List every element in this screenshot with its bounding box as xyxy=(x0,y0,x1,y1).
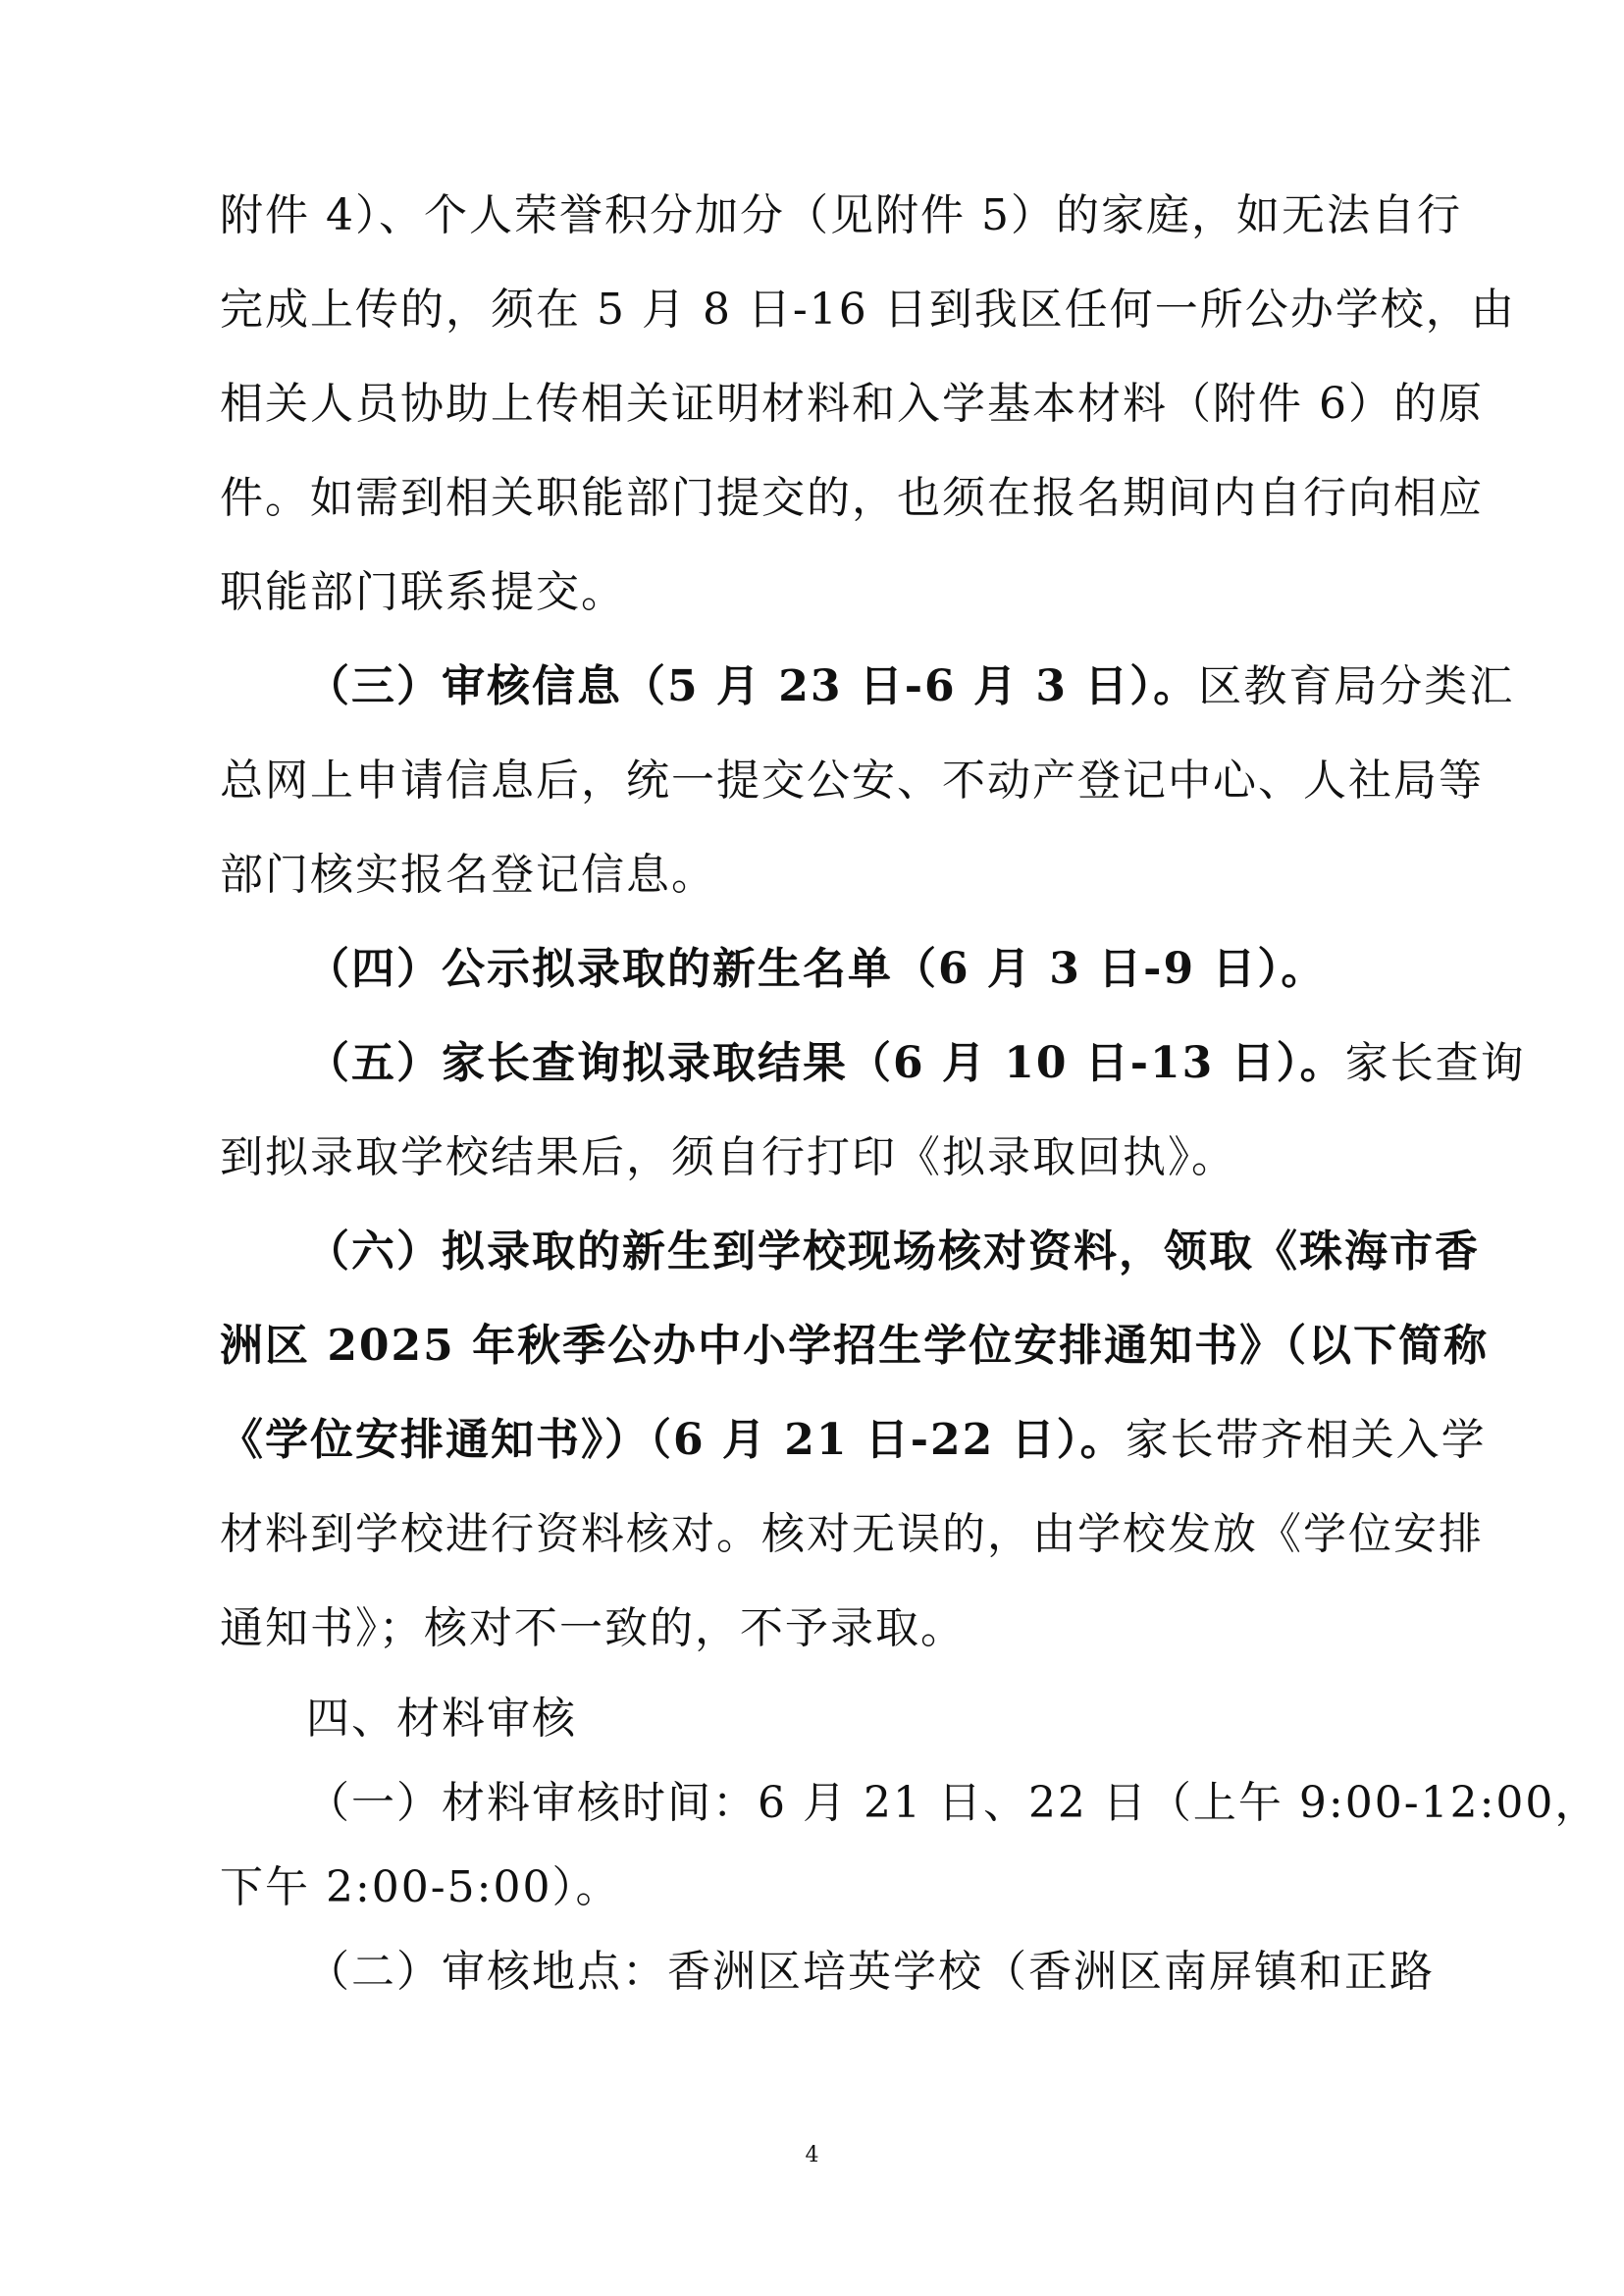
item-3-line-1 xyxy=(306,657,1515,716)
paragraph-line: 相关人员协助上传相关证明材料和入学基本材料（附件 6）的原 xyxy=(220,379,1484,429)
paragraph-line: 附件 4）、个人荣誉积分加分（见附件 5）的家庭，如无法自行 xyxy=(220,190,1462,240)
item-5-line-2: 到拟录取学校结果后，须自行打印《拟录取回执》。 xyxy=(220,1132,1236,1182)
item-4-title: （四）公示拟录取的新生名单（6 月 3 日-9 日）。 xyxy=(306,944,1327,994)
page-number: 4 xyxy=(805,2143,819,2167)
section-4-item-1-line-2: 下午 2:00-5:00）。 xyxy=(220,1862,621,1912)
item-3-text: 区教育局分类汇 xyxy=(1198,661,1515,711)
item-5-title: （五）家长查询拟录取结果（6 月 10 日-13 日）。 xyxy=(306,1038,1345,1088)
item-6-line-3 xyxy=(220,1411,1487,1470)
item-3-title: （三）审核信息（5 月 23 日-6 月 3 日）。 xyxy=(306,661,1199,711)
paragraph-line: 完成上传的，须在 5 月 8 日-16 日到我区任何一所公办学校，由 xyxy=(220,285,1516,335)
item-3-line-2: 总网上申请信息后，统一提交公安、不动产登记中心、人社局等 xyxy=(220,756,1484,806)
paragraph-line: 件。如需到相关职能部门提交的，也须在报名期间内自行向相应 xyxy=(220,473,1484,523)
item-3-line-3: 部门核实报名登记信息。 xyxy=(220,850,716,900)
item-6-title-line-3: 《学位安排通知书》）（6 月 21 日-22 日）。 xyxy=(220,1415,1126,1465)
item-5-text: 家长查询 xyxy=(1344,1038,1526,1088)
item-6-text: 家长带齐相关入学 xyxy=(1125,1415,1487,1465)
item-6-title-line-2: 洲区 2025 年秋季公办中小学招生学位安排通知书》（以下简称 xyxy=(220,1321,1490,1371)
item-5-line-1 xyxy=(306,1034,1526,1093)
section-4-item-1-line-1: （一）材料审核时间：6 月 21 日、22 日（上午 9:00-12:00， xyxy=(306,1778,1600,1828)
item-6-title-line-1: （六）拟录取的新生到学校现场核对资料，领取《珠海市香 xyxy=(306,1226,1480,1277)
item-6-line-5: 通知书》；核对不一致的，不予录取。 xyxy=(220,1603,966,1653)
item-6-line-4: 材料到学校进行资料核对。核对无误的，由学校发放《学位安排 xyxy=(220,1509,1484,1559)
paragraph-line: 职能部门联系提交。 xyxy=(220,567,626,617)
section-4-item-2-line-1: （二）审核地点：香洲区培英学校（香洲区南屏镇和正路 xyxy=(306,1947,1435,1997)
section-4-heading: 四、材料审核 xyxy=(306,1694,577,1744)
